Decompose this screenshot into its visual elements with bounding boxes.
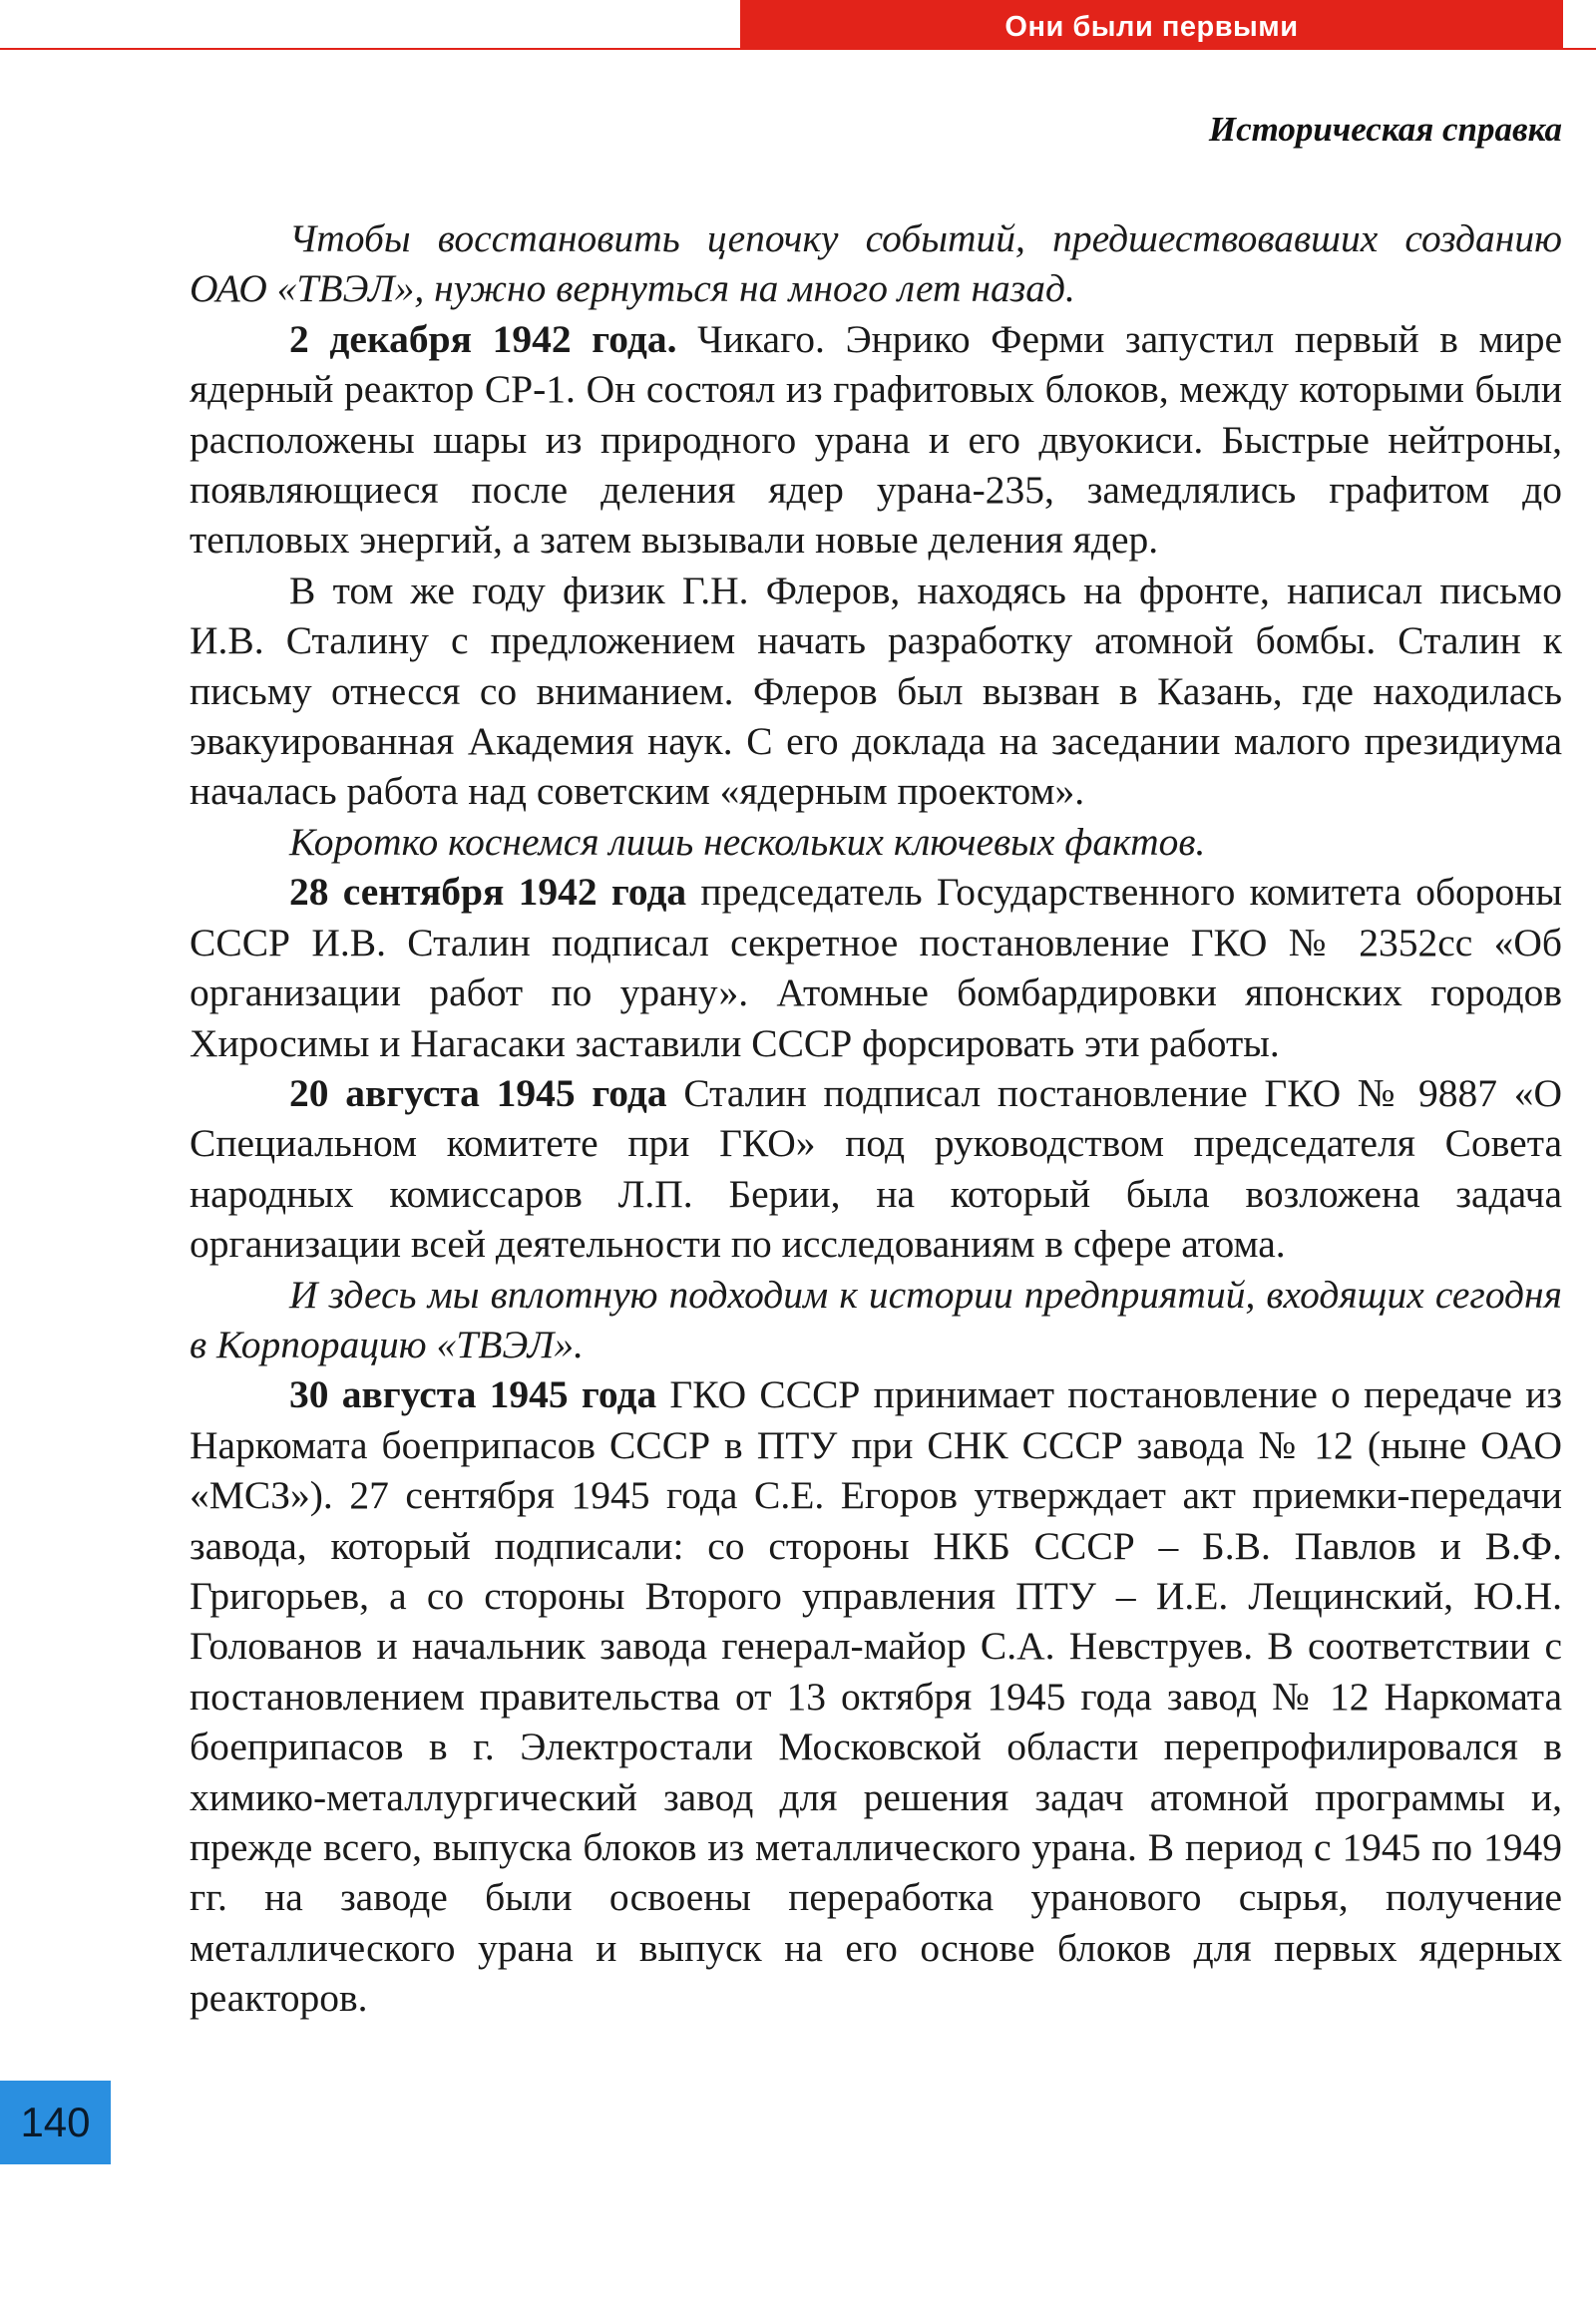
date-lead: 20 августа 1945 года	[289, 1070, 667, 1115]
paragraph-text: В том же году физик Г.Н. Флеров, находясь на фронте, написал письмо И.В. Сталину с предложением начать разработку атомной бомбы. Сталин к письму отнесся со вниманием. Флеров был вызван в Казань, где находилась эвакуированная Академия наук. С его доклада на заседании малого президиума началась работа над советским «ядерным проектом».	[190, 568, 1562, 814]
date-lead: 2 декабря 1942 года.	[289, 316, 677, 361]
section-title: Историческая справка	[1208, 110, 1562, 149]
paragraph-text: Сталин подписал постановление ГКО № 9887 «О Специальном комитете при ГКО» под руководством председателя Совета народных комиссаров Л.П. Берии, на который была возложена задача организации всей деятельности по исследованиям в сфере атома.	[190, 1070, 1562, 1267]
paragraph-1942-september	[190, 867, 1562, 1068]
paragraph-text: Чикаго. Энрико Ферми запустил первый в мире ядерный реактор CP-1. Он состоял из графитовых блоков, между которыми были расположены шары из природного урана и его двуокиси. Быстрые нейтроны, появляющиеся после деления ядер урана-235, замедлялись графитом до тепловых энергий, а затем вызывали новые деления ядер.	[190, 316, 1562, 563]
paragraph-1945-august-30	[190, 1369, 1562, 2023]
paragraph-1945-august-20	[190, 1068, 1562, 1270]
tvel-history-note	[190, 1270, 1562, 1370]
running-title: Они были первыми	[740, 0, 1563, 49]
paragraph-1942-december	[190, 314, 1562, 566]
paragraph-text: ГКО СССР принимает постановление о передаче из Наркомата боеприпасов СССР в ПТУ при СНК СССР завода № 12 (ныне ОАО «МСЗ»). 27 сентября 1945 года С.Е. Егоров утверждает акт приемки-передачи завода, который подписали: со стороны НКБ СССР – Б.В. Павлов и В.Ф. Григорьев, а со стороны Второго управления ПТУ – И.Е. Лещинский, Ю.Н. Голованов и начальник завода генерал-майор С.А. Невструев. В соответствии с постановлением правительства от 13 октября 1945 года завод № 12 Наркомата боеприпасов в г. Электростали Московской области перепрофилировался в химико-металлургический завод для решения задач атомной программы и, прежде всего, выпуска блоков из металлического урана. В период с 1945 по 1949 гг. на заводе были освоены переработка уранового сырья, получение металлического урана и выпуск на его основе блоков для первых ядерных реакторов.	[190, 1372, 1562, 2021]
paragraph-text: председатель Государственного комитета обороны СССР И.В. Сталин подписал секретное постановление ГКО № 2352сс «Об организации работ по урану». Атомные бомбардировки японских городов Хиросимы и Нагасаки заставили СССР форсировать эти работы.	[190, 870, 1562, 1065]
key-facts-note	[190, 817, 1562, 867]
intro-paragraph	[190, 213, 1562, 314]
paragraph-text: Коротко коснемся лишь нескольких ключевых фактов.	[289, 819, 1206, 864]
date-lead: 30 августа 1945 года	[289, 1372, 657, 1417]
intro-text: Чтобы восстановить цепочку событий, предшествовавших созданию ОАО «ТВЭЛ», нужно вернуться на много лет назад.	[190, 216, 1562, 311]
page-number: 140	[0, 2081, 111, 2164]
date-lead: 28 сентября 1942 года	[289, 870, 687, 915]
paragraph-flerov	[190, 566, 1562, 817]
paragraph-text: И здесь мы вплотную подходим к истории предприятий, входящих сегодня в Корпорацию «ТВЭЛ».	[190, 1272, 1562, 1366]
article-body	[190, 213, 1562, 2024]
